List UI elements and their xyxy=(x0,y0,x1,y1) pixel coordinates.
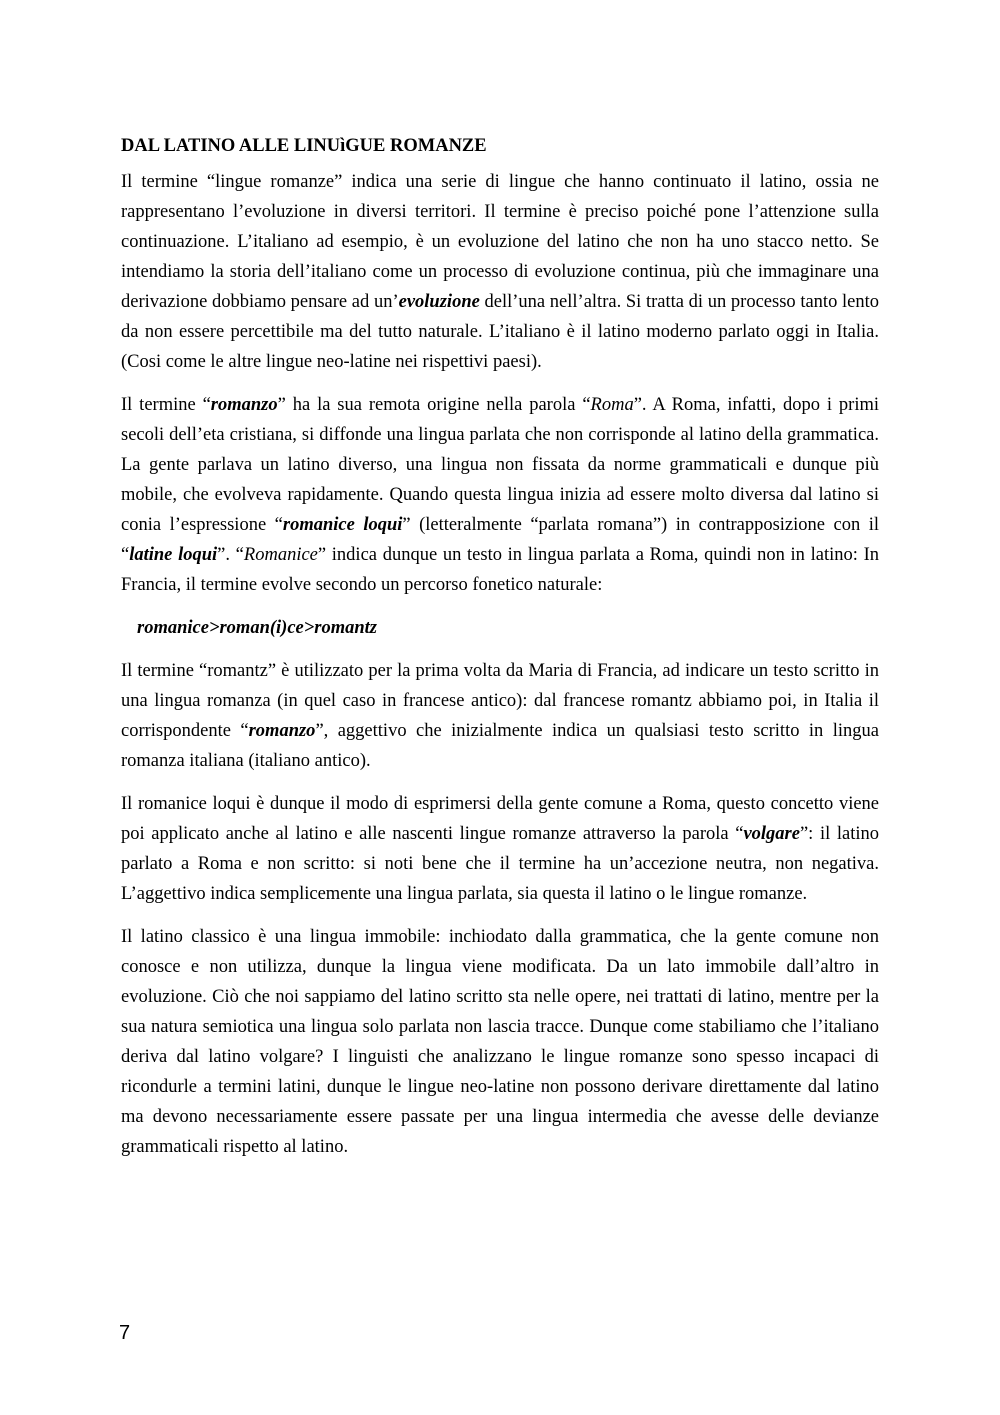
emphasized-term: romanzo xyxy=(248,721,316,741)
text-run: Il termine “romantz” è utilizzato per la prima volta da Maria di Francia, ad indicare un testo scritto in una lingua romanza (in quel caso in francese antico): dal francese romantz abbiamo poi, in Italia il corrispondente “ xyxy=(121,661,879,741)
text-run: ”: il latino parlato a Roma e non scritto: si noti bene che il termine ha un’accezione neutra, non negativa. L’aggettivo indica semplicemente una lingua parlata, sia questa il latino o le lingue romanze. xyxy=(121,824,879,904)
emphasized-term: latine loqui xyxy=(129,545,218,565)
page-number: 7 xyxy=(119,1322,131,1344)
evolution-formula: romanice>roman(i)ce>romantz xyxy=(137,618,378,638)
emphasized-term: romanice loqui xyxy=(282,515,403,535)
emphasized-term: evoluzione xyxy=(398,292,480,312)
text-run: ”, aggettivo che inizialmente indica un qualsiasi testo scritto in lingua romanza italiana (italiano antico). xyxy=(121,721,879,771)
paragraph xyxy=(121,789,879,909)
paragraph xyxy=(121,656,879,776)
text-run: dell’una nell’altra. Si tratta di un processo tanto lento da non essere percettibile ma del tutto naturale. L’italiano è il latino moderno parlato oggi in Italia. (Cosi come le altre lingue neo-latine nei rispettivi paesi). xyxy=(121,292,879,372)
text-run: Il romanice loqui è dunque il modo di esprimersi della gente comune a Roma, questo concetto viene poi applicato anche al latino e alle nascenti lingue romanze attraverso la parola “ xyxy=(121,794,879,844)
text-run: Il termine “ xyxy=(121,395,211,415)
emphasized-term: romanzo xyxy=(210,395,278,415)
italic-term: Romanice xyxy=(243,545,318,565)
text-run: ”. “ xyxy=(217,545,244,565)
text-run: ” (letteralmente “parlata romana”) in contrapposizione con il “ xyxy=(121,515,879,565)
text-run: Il latino classico è una lingua immobile: inchiodato dalla grammatica, che la gente comune non conosce e non utilizza, dunque la lingua viene modificata. Da un lato immobile dall’altro in evoluzione. Ciò che noi sappiamo del latino scritto sta nelle opere, nei trattati di latino, mentre per la sua natura semiotica una lingua solo parlata non lascia tracce. Dunque come stabiliamo che l’italiano deriva dal latino volgare? I linguisti che analizzano le lingue romanze sono spesso incapaci di ricondurle a termini latini, dunque le lingue neo-latine non possono derivare direttamente dal latino ma devono necessariamente essere passate per una lingua intermedia che avesse delle devianze grammaticali rispetto al latino. xyxy=(121,927,879,1157)
paragraph xyxy=(121,167,879,377)
paragraph xyxy=(121,922,879,1162)
emphasized-term: volgare xyxy=(743,824,800,844)
italic-term: Roma xyxy=(590,395,634,415)
text-run: ” ha la sua remota origine nella parola “ xyxy=(277,395,591,415)
text-run: Il termine “lingue romanze” indica una serie di lingue che hanno continuato il latino, ossia ne rappresentano l’evoluzione in diversi territori. Il termine è preciso poiché pone l’attenzione sulla continuazione. L’italiano ad esempio, è un evoluzione del latino che non ha uno stacco netto. Se intendiamo la storia dell’italiano come un processo di evoluzione continua, più che immaginare una derivazione dobbiamo pensare ad un’ xyxy=(121,172,879,312)
document-page xyxy=(121,131,879,1175)
text-run: ”. A Roma, infatti, dopo i primi secoli dell’eta cristiana, si diffonde una lingua parlata che non corrisponde al latino della grammatica. La gente parlava un latino diverso, una lingua non fissata da norme grammaticali e dunque più mobile, che evolveva rapidamente. Quando questa lingua inizia ad essere molto diversa dal latino si conia l’espressione “ xyxy=(121,395,880,535)
document-title: DAL LATINO ALLE LINUìGUE ROMANZE xyxy=(121,136,487,156)
paragraph xyxy=(121,390,879,600)
paragraph-group-body xyxy=(121,656,879,1162)
text-run: ” indica dunque un testo in lingua parlata a Roma, quindi non in latino: In Francia, il termine evolve secondo un percorso fonetico naturale: xyxy=(121,545,879,595)
paragraph-group-intro xyxy=(121,167,879,600)
